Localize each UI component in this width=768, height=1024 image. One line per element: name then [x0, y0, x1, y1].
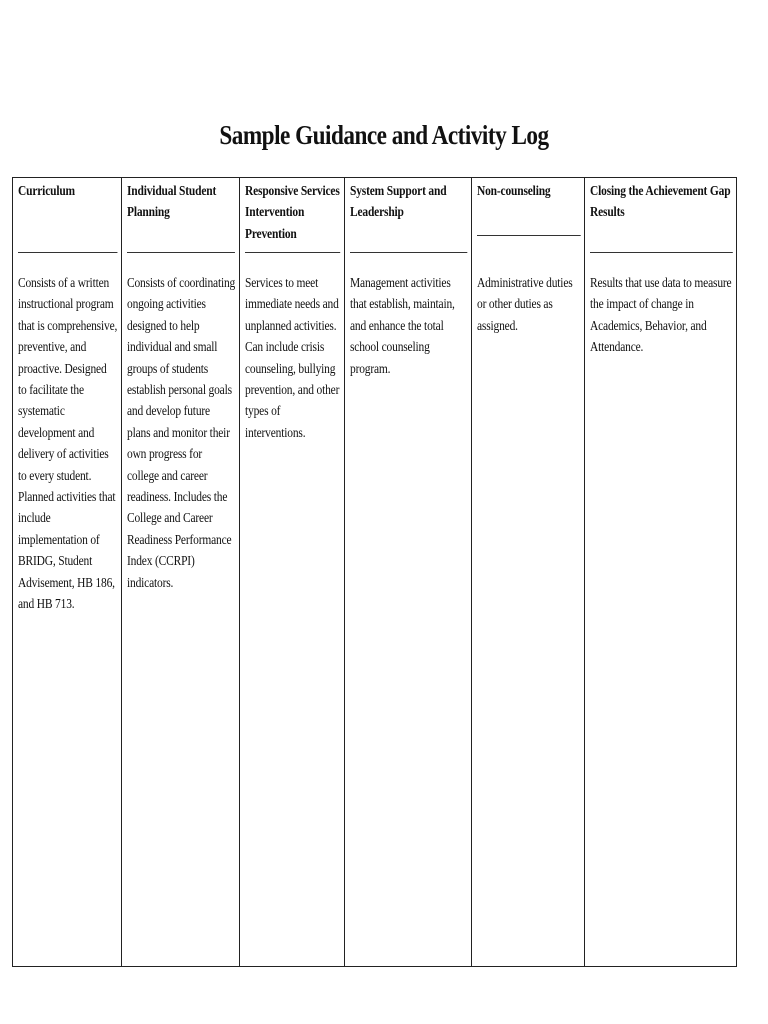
column-non-counseling: [472, 178, 585, 967]
column-closing-achievement-gap: [585, 178, 737, 967]
activity-log-table: [12, 177, 737, 967]
write-in-line: [18, 252, 117, 253]
column-curriculum: [13, 178, 122, 967]
column-header: Non-counseling: [477, 183, 551, 198]
write-in-line: [350, 252, 467, 253]
column-header: Individual Student Planning: [127, 183, 217, 220]
column-description: Results that use data to measure the impact of change in Academics, Behavior, and Attendance.: [590, 275, 732, 355]
column-description: Management activities that establish, maintain, and enhance the total school counseling program.: [350, 275, 455, 376]
column-responsive-services: [240, 178, 345, 967]
column-description: Services to meet immediate needs and unplanned activities. Can include crisis counseling, bullying prevention, and other types of interventions.: [245, 275, 340, 440]
write-in-line: [590, 252, 732, 253]
column-header: Closing the Achievement Gap Results: [590, 183, 731, 220]
column-header: Responsive Services Intervention Prevention: [245, 183, 340, 241]
column-description: Administrative duties or other duties as assigned.: [477, 275, 573, 333]
write-in-line: [245, 252, 340, 253]
column-description: Consists of a written instructional program that is comprehensive, preventive, and proactive. Designed to facilitate the systematic development and delivery of activities to every student. Planned activities that include implementation of BRIDG, Student Advisement, HB 186, and HB 713.: [18, 275, 118, 612]
column-header: System Support and Leadership: [350, 183, 447, 220]
page-title: Sample Guidance and Activity Log: [219, 120, 549, 150]
column-header: Curriculum: [18, 183, 75, 198]
table-row: [13, 178, 737, 967]
write-in-line: [477, 235, 580, 236]
column-system-support: [345, 178, 472, 967]
write-in-line: [127, 252, 235, 253]
column-description: Consists of coordinating ongoing activities designed to help individual and small groups of students establish personal goals and develop future plans and monitor their own progress for college and career readiness. Includes the College and Career Readiness Performance Index (CCRPI) indicators.: [127, 275, 236, 590]
column-individual-student-planning: [122, 178, 240, 967]
